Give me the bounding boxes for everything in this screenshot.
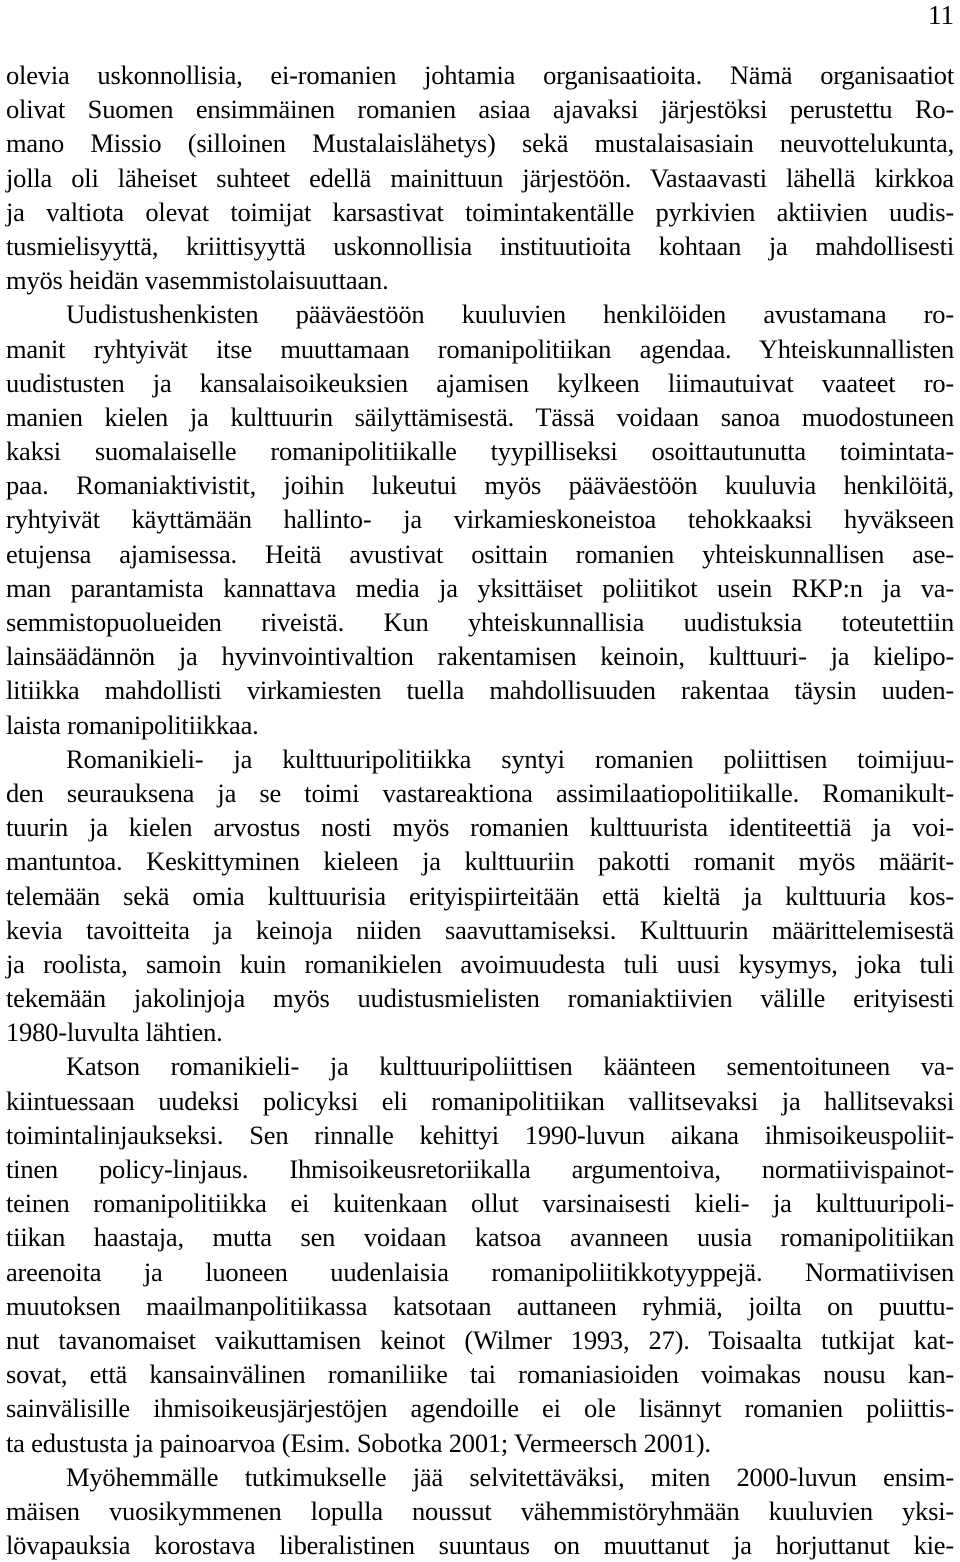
text-line: lövapauksia korostava liberalistinen suuntaus on muuttanut ja horjuttanut kie- [6, 1530, 954, 1561]
text-line: uudistusten ja kansalaisoikeuksien ajamisen kylkeen liimautuivat vaateet ro- [6, 367, 954, 398]
text-line: olivat Suomen ensimmäinen romanien asiaa ajavaksi järjestöksi perustettu Ro- [6, 94, 954, 125]
body-text [6, 58, 954, 1562]
text-line: semmistopuolueiden riveistä. Kun yhteiskunnallisia uudistuksia toteutettiin [6, 607, 954, 637]
text-line: muutoksen maailmanpolitiikassa katsotaan auttaneen ryhmiä, joilta on puuttu- [6, 1290, 954, 1321]
text-line: kevia tavoitteita ja keinoja niiden saavuttamiseksi. Kulttuurin määrittelemisestä [6, 914, 954, 945]
text-line: tekemään jakolinjoja myös uudistusmielisten romaniaktiivien välille erityisesti [6, 983, 954, 1014]
text-line: etujensa ajamisessa. Heitä avustivat osittain romanien yhteiskunnallisen ase- [6, 538, 954, 569]
text-line: jolla oli läheiset suhteet edellä mainittuun järjestöön. Vastaavasti lähellä kirkkoa [6, 162, 954, 193]
text-line: mäisen vuosikymmenen lopulla noussut vähemmistöryhmään kuuluvien yksi- [6, 1495, 954, 1526]
text-line: mantuntoa. Keskittyminen kieleen ja kulttuuriin pakotti romanit myös määrit- [6, 846, 954, 877]
text-line: manit ryhtyivät itse muuttamaan romanipolitiikan agendaa. Yhteiskunnallisten [6, 333, 954, 364]
text-line: areenoita ja luoneen uudenlaisia romanipoliitikkotyyppejä. Normatiivisen [6, 1256, 954, 1287]
text-line: olevia uskonnollisia, ei-romanien johtamia organisaatioita. Nämä organisaatiot [6, 60, 954, 90]
text-line: ta edustusta ja painoarvoa (Esim. Sobotka 2001; Vermeersch 2001). [6, 1427, 711, 1458]
text-line: manien kielen ja kulttuurin säilyttämisestä. Tässä voidaan sanoa muodostuneen [6, 401, 954, 432]
text-line: Katson romanikieli- ja kulttuuripoliittisen käänteen sementoituneen va- [66, 1051, 954, 1082]
text-line: Uudistushenkisten pääväestöön kuuluvien henkilöiden avustamana ro- [66, 299, 954, 330]
text-line: ryhtyivät käyttämään hallinto- ja virkamieskoneistoa tehokkaaksi hyväkseen [6, 504, 954, 535]
text-line: teinen romanipolitiikka ei kuitenkaan ollut varsinaisesti kieli- ja kulttuuripoli- [6, 1188, 954, 1219]
text-line: telemään sekä omia kulttuurisia erityispiirteitään että kieltä ja kulttuuria kos- [6, 880, 954, 911]
text-line: litiikka mahdollisti virkamiesten tuella mahdollisuuden rakentaa täysin uuden- [6, 675, 954, 706]
text-line: laista romanipolitiikkaa. [6, 709, 259, 740]
text-line: sainvälisille ihmisoikeusjärjestöjen agendoille ei ole lisännyt romanien poliittis- [6, 1393, 954, 1424]
text-line: toimintalinjaukseksi. Sen rinnalle kehittyi 1990-luvun aikana ihmisoikeuspoliit- [6, 1119, 954, 1150]
text-line: Myöhemmälle tutkimukselle jää selvitettäväksi, miten 2000-luvun ensim- [66, 1461, 954, 1492]
text-line: kaksi suomalaiselle romanipolitiikalle tyypilliseksi osoittautunutta toimintata- [6, 436, 954, 467]
text-line: nut tavanomaiset vaikuttamisen keinot (Wilmer 1993, 27). Toisaalta tutkijat kat- [6, 1324, 954, 1355]
text-line: mano Missio (silloinen Mustalaislähetys) sekä mustalaisasiain neuvottelukunta, [6, 128, 954, 159]
text-line: tuurin ja kielen arvostus nosti myös romanien kulttuurista identiteettiä ja voi- [6, 812, 954, 843]
text-line: lainsäädännön ja hyvinvointivaltion rakentamisen keinoin, kulttuuri- ja kielipo- [6, 641, 954, 672]
text-line: ja roolista, samoin kuin romanikielen avoimuudesta tuli uusi kysymys, joka tuli [6, 948, 954, 979]
text-line: den seurauksena ja se toimi vastareaktiona assimilaatiopolitiikalle. Romanikult- [6, 777, 954, 808]
text-line: 1980-luvulta lähtien. [6, 1017, 223, 1048]
text-line: kiintuessaan uudeksi policyksi eli romanipolitiikan vallitsevaksi ja hallitsevaksi [6, 1085, 954, 1116]
text-line: man parantamista kannattava media ja yksittäiset poliitikot usein RKP:n ja va- [6, 572, 954, 603]
text-line: paa. Romaniaktivistit, joihin lukeutui myös pääväestöön kuuluvia henkilöitä, [6, 470, 954, 501]
page-number: 11 [928, 0, 954, 30]
text-line: myös heidän vasemmistolaisuuttaan. [6, 265, 389, 296]
text-line: Romanikieli- ja kulttuuripolitiikka syntyi romanien poliittisen toimijuu- [66, 743, 954, 774]
text-line: sovat, että kansainvälinen romaniliike tai romaniasioiden voimakas nousu kan- [6, 1359, 954, 1390]
text-line: tusmielisyyttä, kriittisyyttä uskonnollisia instituutioita kohtaan ja mahdollisesti [6, 230, 954, 261]
text-line: tinen policy-linjaus. Ihmisoikeusretoriikalla argumentoiva, normatiivispainot- [6, 1154, 954, 1184]
text-line: tiikan haastaja, mutta sen voidaan katsoa avanneen uusia romanipolitiikan [6, 1222, 954, 1253]
text-line: ja valtiota olevat toimijat karsastivat toimintakentälle pyrkivien aktiivien uudis- [6, 196, 954, 227]
